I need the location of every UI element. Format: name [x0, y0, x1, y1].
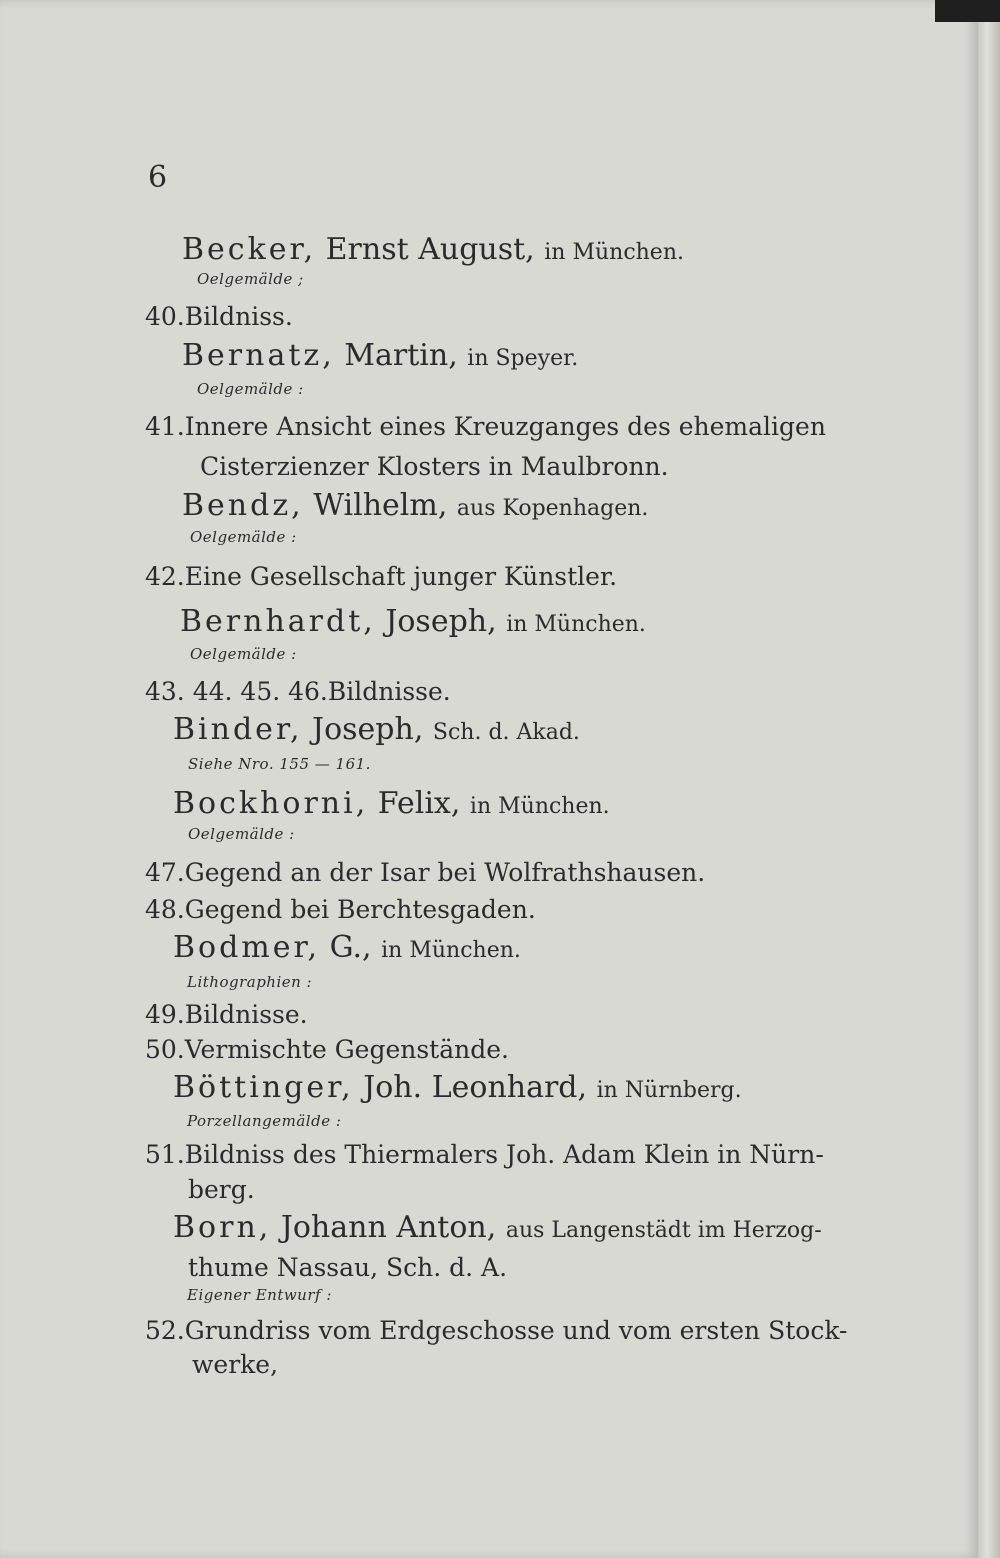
- artist-place: in Speyer.: [467, 346, 579, 371]
- artist-given-name: Felix,: [368, 786, 470, 821]
- item-number: 47.: [145, 858, 185, 887]
- item-title: Vermischte Gegenstände.: [184, 1035, 509, 1064]
- artist-heading: [173, 930, 521, 965]
- catalogue-item: [145, 1316, 848, 1345]
- medium-label: Oelgemälde :: [190, 645, 297, 663]
- artist-place: aus Langenstädt im Herzog-: [505, 1218, 822, 1243]
- medium-label: Oelgemälde :: [190, 528, 297, 546]
- item-title: Bildnisse.: [184, 1000, 308, 1029]
- medium-label: Oelgemälde :: [197, 380, 304, 398]
- item-title: Gegend bei Berchtesgaden.: [184, 895, 536, 924]
- catalogue-item: [145, 302, 293, 331]
- artist-given-name: Joseph,: [302, 712, 433, 747]
- artist-surname: Binder,: [173, 712, 303, 747]
- medium-label: Oelgemälde :: [188, 825, 295, 843]
- medium-label: Porzellangemälde :: [187, 1112, 342, 1130]
- item-title: Grundriss vom Erdgeschosse und vom ersten Stock-: [184, 1316, 848, 1345]
- catalogue-item: [145, 858, 705, 887]
- artist-surname: Bodmer,: [173, 930, 321, 965]
- artist-heading: [173, 1210, 822, 1245]
- item-number: 43. 44. 45. 46.: [145, 677, 328, 706]
- artist-surname: Bernatz,: [182, 338, 335, 373]
- artist-heading: [173, 712, 580, 747]
- item-number: 49.: [145, 1000, 185, 1029]
- item-number: 52.: [145, 1316, 185, 1345]
- item-number: 51.: [145, 1140, 185, 1169]
- artist-heading: [182, 338, 578, 373]
- item-title: Bildnisse.: [327, 677, 451, 706]
- artist-surname: Bockhorni,: [173, 786, 369, 821]
- medium-label: Lithographien :: [187, 973, 313, 991]
- artist-given-name: Johann Anton,: [271, 1210, 506, 1245]
- artist-heading: [173, 786, 610, 821]
- artist-heading: [182, 488, 648, 523]
- catalogue-item: [200, 452, 669, 481]
- artist-place: in München.: [469, 794, 610, 819]
- artist-heading: [180, 604, 646, 639]
- artist-heading: [173, 1070, 742, 1105]
- artist-surname: Böttinger,: [173, 1070, 354, 1105]
- catalogue-item: [188, 1253, 507, 1282]
- artist-given-name: Martin,: [334, 338, 468, 373]
- adjacent-page-edge: [978, 0, 1000, 1558]
- catalogue-item: [145, 412, 826, 441]
- catalogue-item: [145, 562, 617, 591]
- artist-heading: [182, 232, 684, 267]
- catalogue-item: [145, 895, 536, 924]
- artist-surname: Becker,: [182, 232, 317, 267]
- artist-given-name: Wilhelm,: [303, 488, 457, 523]
- item-title: berg.: [188, 1175, 255, 1204]
- medium-label: Oelgemälde ;: [197, 270, 304, 288]
- item-title: Innere Ansicht eines Kreuzganges des ehemaligen: [184, 412, 826, 441]
- artist-place: in München.: [544, 240, 684, 265]
- item-title: Bildniss des Thiermalers Joh. Adam Klein in Nürn-: [184, 1140, 824, 1169]
- catalogue-item: [145, 1000, 308, 1029]
- catalogue-item: [188, 1175, 255, 1204]
- artist-place: in Nürnberg.: [596, 1078, 742, 1103]
- catalogue-item: [145, 677, 451, 706]
- item-title: Gegend an der Isar bei Wolfrathshausen.: [184, 858, 706, 887]
- artist-surname: Bernhardt,: [180, 604, 376, 639]
- artist-given-name: Joseph,: [375, 604, 507, 639]
- artist-given-name: G.,: [320, 930, 382, 965]
- medium-label: Siehe Nro. 155 — 161.: [188, 755, 371, 773]
- artist-place: in München.: [506, 612, 646, 637]
- artist-place: Sch. d. Akad.: [432, 720, 580, 745]
- artist-place: aus Kopenhagen.: [456, 496, 649, 521]
- catalogue-item: [145, 1140, 824, 1169]
- item-title: thume Nassau, Sch. d. A.: [188, 1253, 508, 1282]
- item-title: werke,: [192, 1350, 279, 1379]
- item-number: 41.: [145, 412, 185, 441]
- catalogue-item: [192, 1350, 278, 1379]
- artist-place: in München.: [381, 938, 521, 963]
- item-title: Bildniss.: [184, 302, 293, 331]
- medium-label: Eigener Entwurf :: [187, 1286, 332, 1304]
- item-title: Cisterzienzer Klosters in Maulbronn.: [200, 452, 669, 481]
- artist-surname: Born,: [173, 1210, 272, 1245]
- item-title: Eine Gesellschaft junger Künstler.: [184, 562, 618, 591]
- item-number: 40.: [145, 302, 185, 331]
- artist-surname: Bendz,: [182, 488, 304, 523]
- artist-given-name: Ernst August,: [316, 232, 545, 267]
- page-number: 6: [148, 160, 168, 195]
- catalogue-item: [145, 1035, 509, 1064]
- scan-background-corner: [935, 0, 1000, 22]
- item-number: 48.: [145, 895, 185, 924]
- item-number: 50.: [145, 1035, 185, 1064]
- item-number: 42.: [145, 562, 185, 591]
- artist-given-name: Joh. Leonhard,: [353, 1070, 597, 1105]
